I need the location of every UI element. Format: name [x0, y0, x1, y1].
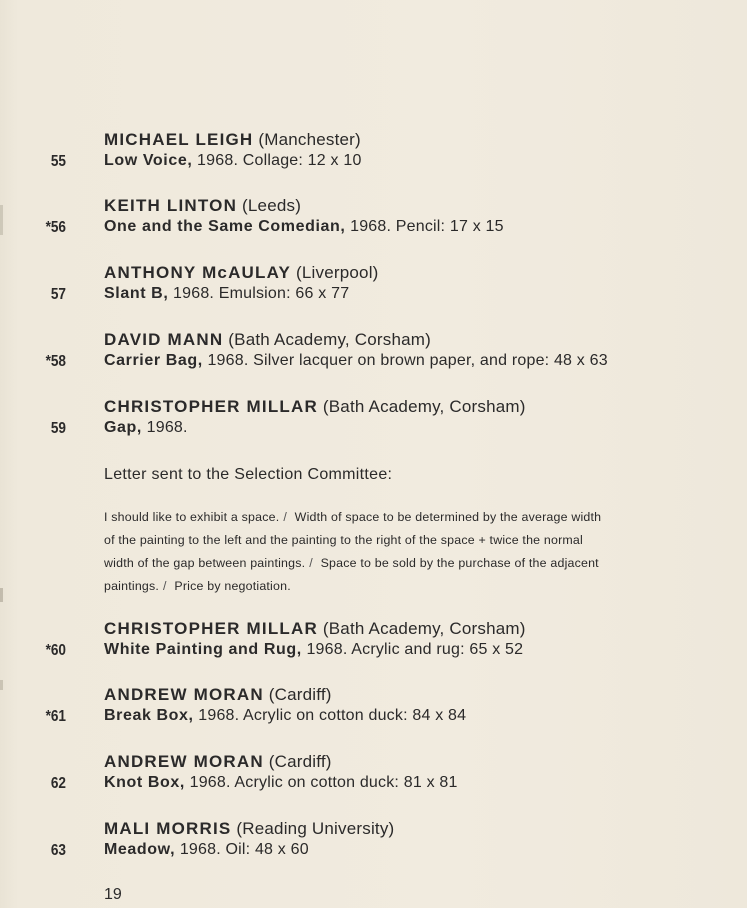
letter-sentence: paintings. — [104, 579, 160, 593]
catalogue-number: *56 — [45, 219, 66, 236]
catalogue-number: *61 — [45, 708, 66, 725]
work-line — [104, 774, 458, 792]
work-title: Meadow, — [104, 841, 176, 858]
artist-school: (Liverpool) — [296, 263, 379, 282]
work-details: 1968. Acrylic and rug: 65 x 52 — [306, 641, 524, 658]
work-details: 1968. — [146, 419, 188, 436]
artist-school: (Cardiff) — [268, 685, 332, 704]
work-line — [104, 352, 608, 370]
artist-school: (Bath Academy, Corsham) — [322, 397, 526, 416]
binding-edge-mark — [0, 680, 3, 690]
work-title: White Painting and Rug, — [104, 641, 302, 658]
slash-separator: / — [163, 579, 167, 593]
letter-sentence: Width of space to be determined by the average width — [294, 510, 602, 524]
artist-line — [104, 752, 332, 772]
letter-sentence: Price by negotiation. — [174, 579, 291, 593]
artist-line — [104, 330, 431, 350]
work-line — [104, 707, 466, 725]
artist-name: ANDREW MORAN — [104, 685, 264, 704]
work-title: One and the Same Comedian, — [104, 218, 346, 235]
letter-sentence: width of the gap between paintings. — [104, 556, 306, 570]
artist-name: KEITH LINTON — [104, 196, 238, 215]
artist-line — [104, 130, 361, 150]
artist-name: DAVID MANN — [104, 330, 224, 349]
work-title: Break Box, — [104, 707, 194, 724]
catalogue-number: *58 — [45, 353, 66, 370]
work-title: Slant B, — [104, 285, 169, 302]
work-title: Low Voice, — [104, 152, 193, 169]
work-title: Gap, — [104, 419, 142, 436]
work-line — [104, 641, 523, 659]
catalogue-number: *60 — [45, 642, 66, 659]
page-number: 19 — [104, 886, 122, 903]
catalogue-number: 59 — [50, 420, 66, 437]
work-line — [104, 285, 349, 303]
artist-line — [104, 685, 332, 705]
artist-school: (Manchester) — [258, 130, 361, 149]
artist-school: (Bath Academy, Corsham) — [228, 330, 431, 349]
artist-name: CHRISTOPHER MILLAR — [104, 397, 318, 416]
work-line — [104, 152, 362, 170]
letter-heading: Letter sent to the Selection Committee: — [104, 466, 393, 483]
work-details: 1968. Collage: 12 x 10 — [197, 152, 362, 169]
artist-name: CHRISTOPHER MILLAR — [104, 619, 318, 638]
work-line — [104, 218, 504, 236]
work-title: Carrier Bag, — [104, 352, 203, 369]
letter-sentence: I should like to exhibit a space. — [104, 510, 280, 524]
work-details: 1968. Silver lacquer on brown paper, and rope: 48 x 63 — [207, 352, 608, 369]
artist-school: (Reading University) — [236, 819, 395, 838]
catalogue-number: 55 — [50, 153, 66, 170]
work-title: Knot Box, — [104, 774, 185, 791]
work-details: 1968. Oil: 48 x 60 — [179, 841, 309, 858]
artist-name: MALI MORRIS — [104, 819, 232, 838]
work-details: 1968. Acrylic on cotton duck: 81 x 81 — [189, 774, 458, 791]
letter-sentence: Space to be sold by the purchase of the adjacent — [320, 556, 599, 570]
artist-line — [104, 397, 526, 417]
binding-edge-mark — [0, 588, 3, 602]
work-line — [104, 419, 188, 437]
slash-separator: / — [283, 510, 288, 524]
work-details: 1968. Pencil: 17 x 15 — [350, 218, 504, 235]
slash-separator: / — [309, 556, 313, 570]
catalogue-number: 63 — [50, 842, 66, 859]
artist-line — [104, 819, 394, 839]
artist-name: MICHAEL LEIGH — [104, 130, 254, 149]
catalogue-number: 57 — [50, 286, 66, 303]
letter-body — [104, 506, 689, 598]
artist-name: ANTHONY McAULAY — [104, 263, 292, 282]
artist-line — [104, 196, 301, 216]
work-details: 1968. Acrylic on cotton duck: 84 x 84 — [198, 707, 467, 724]
artist-line — [104, 263, 379, 283]
binding-edge-mark — [0, 205, 3, 235]
catalogue-number: 62 — [50, 775, 66, 792]
artist-school: (Leeds) — [242, 196, 302, 215]
work-line — [104, 841, 309, 859]
artist-name: ANDREW MORAN — [104, 752, 264, 771]
artist-line — [104, 619, 526, 639]
work-details: 1968. Emulsion: 66 x 77 — [173, 285, 350, 302]
artist-school: (Cardiff) — [268, 752, 332, 771]
artist-school: (Bath Academy, Corsham) — [322, 619, 526, 638]
letter-sentence: of the painting to the left and the painting to the right of the space + twice the normal — [104, 533, 583, 547]
